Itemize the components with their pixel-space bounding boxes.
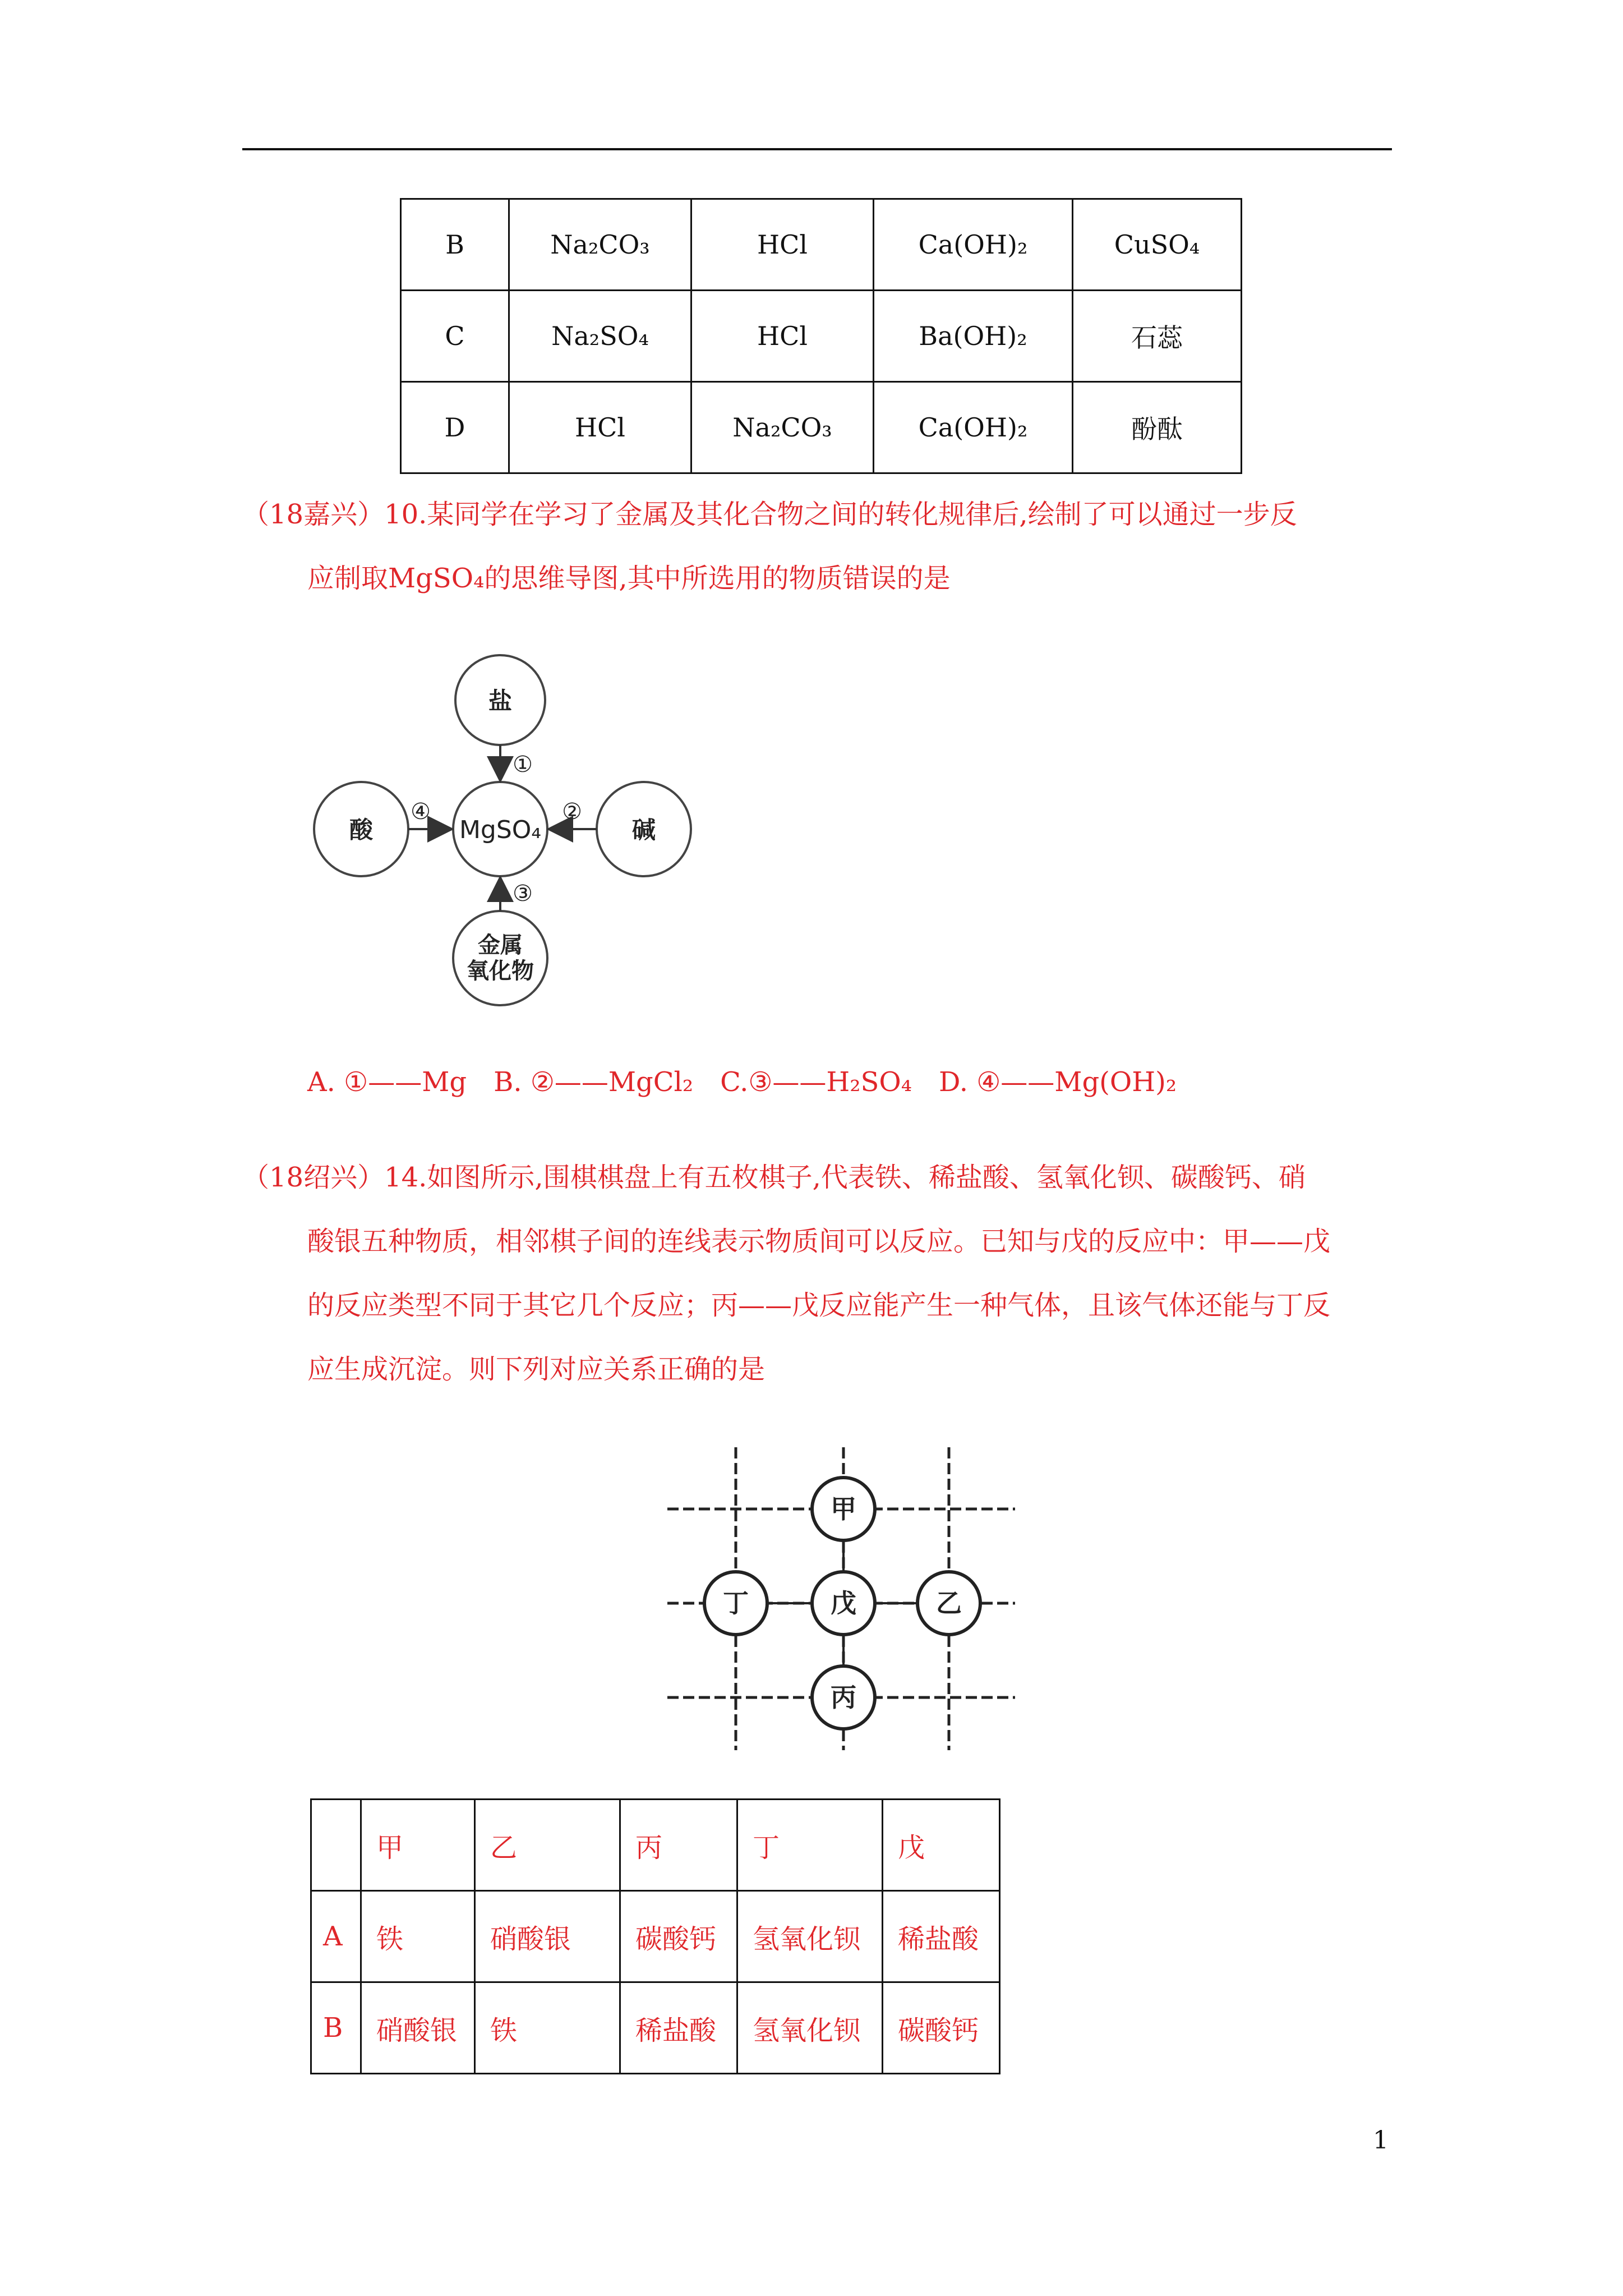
stone-bing-label: 丙 <box>831 1682 856 1713</box>
label-4: ④ <box>411 799 431 825</box>
header-cell: 乙 <box>475 1800 620 1891</box>
table-cell: 铁 <box>475 1982 620 2074</box>
header-cell: 丙 <box>620 1800 737 1891</box>
table-header-row <box>311 1800 1000 1891</box>
header-cell: 戊 <box>883 1800 1000 1891</box>
table-row <box>401 382 1242 473</box>
answer-table <box>310 1798 1000 2074</box>
table-cell: 酚酞 <box>1073 382 1242 473</box>
node-acid <box>314 782 408 876</box>
header-cell: 甲 <box>361 1800 475 1891</box>
header-cell <box>311 1800 361 1891</box>
q14-line1: （18绍兴）14.如图所示,围棋棋盘上有五枚棋子,代表铁、稀盐酸、氢氧化钡、碳酸钙、硝 <box>242 1162 1306 1193</box>
label-2: ② <box>562 799 582 825</box>
stone-wu <box>812 1572 875 1635</box>
table-cell: Ca(OH)₂ <box>874 199 1073 291</box>
table-cell: 硝酸银 <box>475 1891 620 1982</box>
node-salt-label: 盐 <box>488 687 513 715</box>
q14-line3: 的反应类型不同于其它几个反应；丙——戊反应能产生一种气体，且该气体还能与丁反 <box>307 1290 1331 1321</box>
table-row <box>401 199 1242 291</box>
node-mgso4 <box>453 782 547 876</box>
q10-line1: （18嘉兴）10.某同学在学习了金属及其化合物之间的转化规律后,绘制了可以通过一步反 <box>242 499 1297 530</box>
row-label: B <box>311 1982 361 2074</box>
table-cell: Ba(OH)₂ <box>874 291 1073 382</box>
table-cell: 碳酸钙 <box>620 1891 737 1982</box>
table-cell: 石蕊 <box>1073 291 1242 382</box>
table-cell: Na₂CO₃ <box>691 382 874 473</box>
go-board-diagram <box>667 1447 1026 1761</box>
q14-line4: 应生成沉淀。则下列对应关系正确的是 <box>307 1354 766 1385</box>
table-row <box>311 1982 1000 2074</box>
row-label: B <box>401 199 509 291</box>
table-cell: 碳酸钙 <box>883 1982 1000 2074</box>
stone-wu-label: 戊 <box>831 1588 856 1618</box>
table-cell: 硝酸银 <box>361 1982 475 2074</box>
table-cell: 稀盐酸 <box>883 1891 1000 1982</box>
stone-bing <box>812 1666 875 1729</box>
table-cell: CuSO₄ <box>1073 199 1242 291</box>
page-number: 1 <box>1373 2126 1389 2155</box>
stone-yi <box>917 1572 980 1635</box>
q10-line2: 应制取MgSO₄的思维导图,其中所选用的物质错误的是 <box>307 563 951 594</box>
stone-jia-label: 甲 <box>831 1494 856 1524</box>
node-acid-label: 酸 <box>349 816 374 844</box>
stone-ding <box>704 1572 767 1635</box>
row-label: A <box>311 1891 361 1982</box>
mgso4-mind-map <box>303 651 707 1010</box>
q10-options: A. ①——Mg B. ②——MgCl₂ C.③——H₂SO₄ D. ④——Mg(OH)₂ <box>307 1066 1177 1098</box>
label-1: ① <box>513 752 533 777</box>
table-cell: 氢氧化钡 <box>737 1982 883 2074</box>
q14-line2: 酸银五种物质，相邻棋子间的连线表示物质间可以反应。已知与戊的反应中：甲——戊 <box>307 1226 1331 1257</box>
table-cell: Ca(OH)₂ <box>874 382 1073 473</box>
stone-yi-label: 乙 <box>936 1588 962 1618</box>
options-table-1 <box>400 198 1242 474</box>
table-row <box>311 1891 1000 1982</box>
stone-jia <box>812 1478 875 1540</box>
table-cell: HCl <box>509 382 691 473</box>
header-rule <box>242 148 1392 150</box>
table-cell: Na₂SO₄ <box>509 291 691 382</box>
node-mgso4-label: MgSO₄ <box>459 816 542 844</box>
label-3: ③ <box>513 881 533 907</box>
table-cell: 稀盐酸 <box>620 1982 737 2074</box>
node-base-label: 碱 <box>631 816 656 844</box>
node-base <box>597 782 691 876</box>
table-cell: HCl <box>691 199 874 291</box>
node-metal-oxide-line1: 金属 <box>478 932 523 958</box>
node-salt <box>455 655 545 745</box>
row-label: D <box>401 382 509 473</box>
table-row <box>401 291 1242 382</box>
node-metal-oxide-line2: 氧化物 <box>467 958 534 984</box>
table-cell: 氢氧化钡 <box>737 1891 883 1982</box>
table-cell: 铁 <box>361 1891 475 1982</box>
header-cell: 丁 <box>737 1800 883 1891</box>
table-cell: HCl <box>691 291 874 382</box>
table-cell: Na₂CO₃ <box>509 199 691 291</box>
stone-ding-label: 丁 <box>723 1588 749 1618</box>
node-metal-oxide <box>453 911 547 1005</box>
row-label: C <box>401 291 509 382</box>
